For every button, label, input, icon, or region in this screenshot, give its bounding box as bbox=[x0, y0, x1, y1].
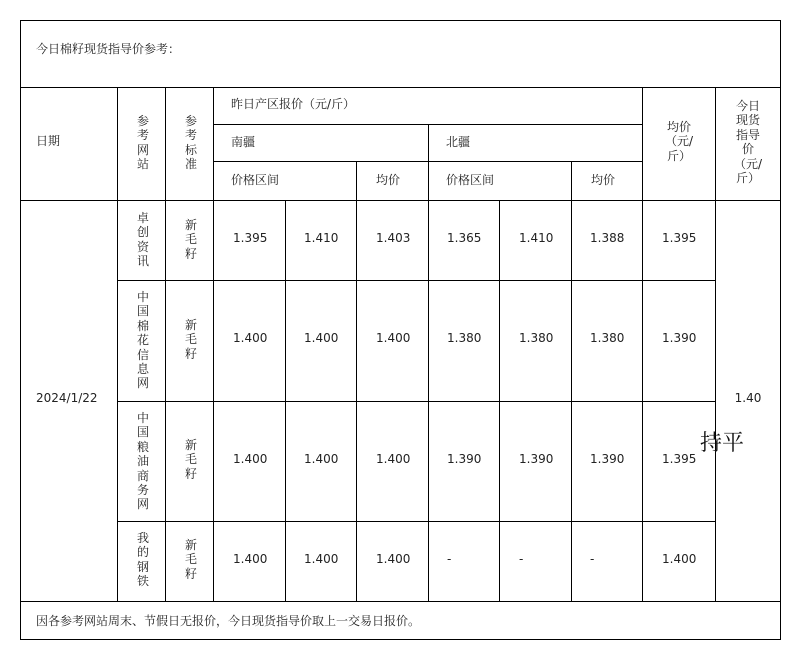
header-standard: 参考 标准 bbox=[184, 114, 197, 172]
row-line bbox=[117, 521, 715, 522]
cell-b-high: - bbox=[519, 552, 524, 566]
row-standard: 新 毛 籽 bbox=[184, 318, 197, 361]
row-standard: 新 毛 籽 bbox=[184, 218, 197, 261]
cell-b-avg: 1.390 bbox=[590, 452, 625, 466]
row-standard: 新 毛 籽 bbox=[184, 438, 197, 481]
cell-b-avg: 1.388 bbox=[590, 231, 625, 245]
col-line bbox=[715, 87, 716, 602]
col-line bbox=[213, 87, 214, 602]
cell-b-low: 1.365 bbox=[447, 231, 482, 245]
header-avg-b: 均价 bbox=[591, 173, 616, 187]
header-avg-n: 均价 bbox=[376, 173, 401, 187]
status-stamp: 持平 bbox=[700, 431, 745, 456]
col-line bbox=[428, 124, 429, 602]
cell-avg: 1.390 bbox=[662, 331, 697, 345]
header-date: 日期 bbox=[36, 134, 61, 148]
row-standard: 新 毛 籽 bbox=[184, 538, 197, 581]
table-divider bbox=[20, 601, 781, 602]
cell-n-low: 1.400 bbox=[233, 331, 268, 345]
table-caption: 今日棉籽现货指导价参考： bbox=[36, 42, 181, 56]
header-site: 参考 网站 bbox=[136, 114, 149, 172]
table-border bbox=[780, 20, 781, 640]
cell-n-avg: 1.400 bbox=[376, 552, 411, 566]
footnote: 因各参考网站周末、节假日无报价，今日现货指导价取上一交易日报价。 bbox=[36, 614, 421, 628]
cell-n-low: 1.400 bbox=[233, 552, 268, 566]
header-avg-price: 均价 （元/ 斤） bbox=[664, 120, 694, 163]
col-line bbox=[165, 87, 166, 602]
date-cell: 2024/1/22 bbox=[36, 391, 98, 405]
cell-avg: 1.400 bbox=[662, 552, 697, 566]
cell-b-high: 1.380 bbox=[519, 331, 554, 345]
row-line bbox=[117, 280, 715, 281]
row-site: 中 国 粮 油 商 务 网 bbox=[136, 411, 149, 512]
table-divider bbox=[20, 87, 781, 88]
cell-n-high: 1.410 bbox=[304, 231, 339, 245]
cell-n-high: 1.400 bbox=[304, 331, 339, 345]
cell-b-low: 1.390 bbox=[447, 452, 482, 466]
col-line bbox=[117, 87, 118, 602]
row-line bbox=[117, 401, 715, 402]
cell-b-high: 1.390 bbox=[519, 452, 554, 466]
cell-avg: 1.395 bbox=[662, 452, 697, 466]
table-divider bbox=[20, 200, 781, 201]
guide-price-cell: 1.40 bbox=[734, 391, 762, 405]
header-beijiang: 北疆 bbox=[446, 135, 471, 149]
header-range-n: 价格区间 bbox=[231, 173, 280, 187]
cell-n-high: 1.400 bbox=[304, 452, 339, 466]
table-border bbox=[20, 639, 781, 640]
cell-b-high: 1.410 bbox=[519, 231, 554, 245]
cell-n-high: 1.400 bbox=[304, 552, 339, 566]
row-site: 卓 创 资 讯 bbox=[136, 211, 149, 269]
col-line bbox=[642, 87, 643, 602]
cell-avg: 1.395 bbox=[662, 231, 697, 245]
header-nanjiang: 南疆 bbox=[231, 135, 256, 149]
header-guide-price: 今日 现货 指导 价 （元/ 斤） bbox=[733, 99, 763, 186]
table-border bbox=[20, 20, 781, 21]
cell-n-low: 1.395 bbox=[233, 231, 268, 245]
cell-b-avg: - bbox=[590, 552, 595, 566]
row-site: 我 的 钢 铁 bbox=[136, 531, 149, 589]
col-line bbox=[571, 161, 572, 602]
cell-b-low: - bbox=[447, 552, 452, 566]
header-yesterday: 昨日产区报价（元/斤） bbox=[231, 97, 356, 111]
cell-b-low: 1.380 bbox=[447, 331, 482, 345]
row-site: 中 国 棉 花 信 息 网 bbox=[136, 290, 149, 391]
cell-b-avg: 1.380 bbox=[590, 331, 625, 345]
cell-n-avg: 1.400 bbox=[376, 331, 411, 345]
col-line bbox=[356, 161, 357, 602]
table-border bbox=[20, 20, 21, 640]
cell-n-low: 1.400 bbox=[233, 452, 268, 466]
cell-n-avg: 1.400 bbox=[376, 452, 411, 466]
cell-n-avg: 1.403 bbox=[376, 231, 411, 245]
header-range-b: 价格区间 bbox=[446, 173, 495, 187]
